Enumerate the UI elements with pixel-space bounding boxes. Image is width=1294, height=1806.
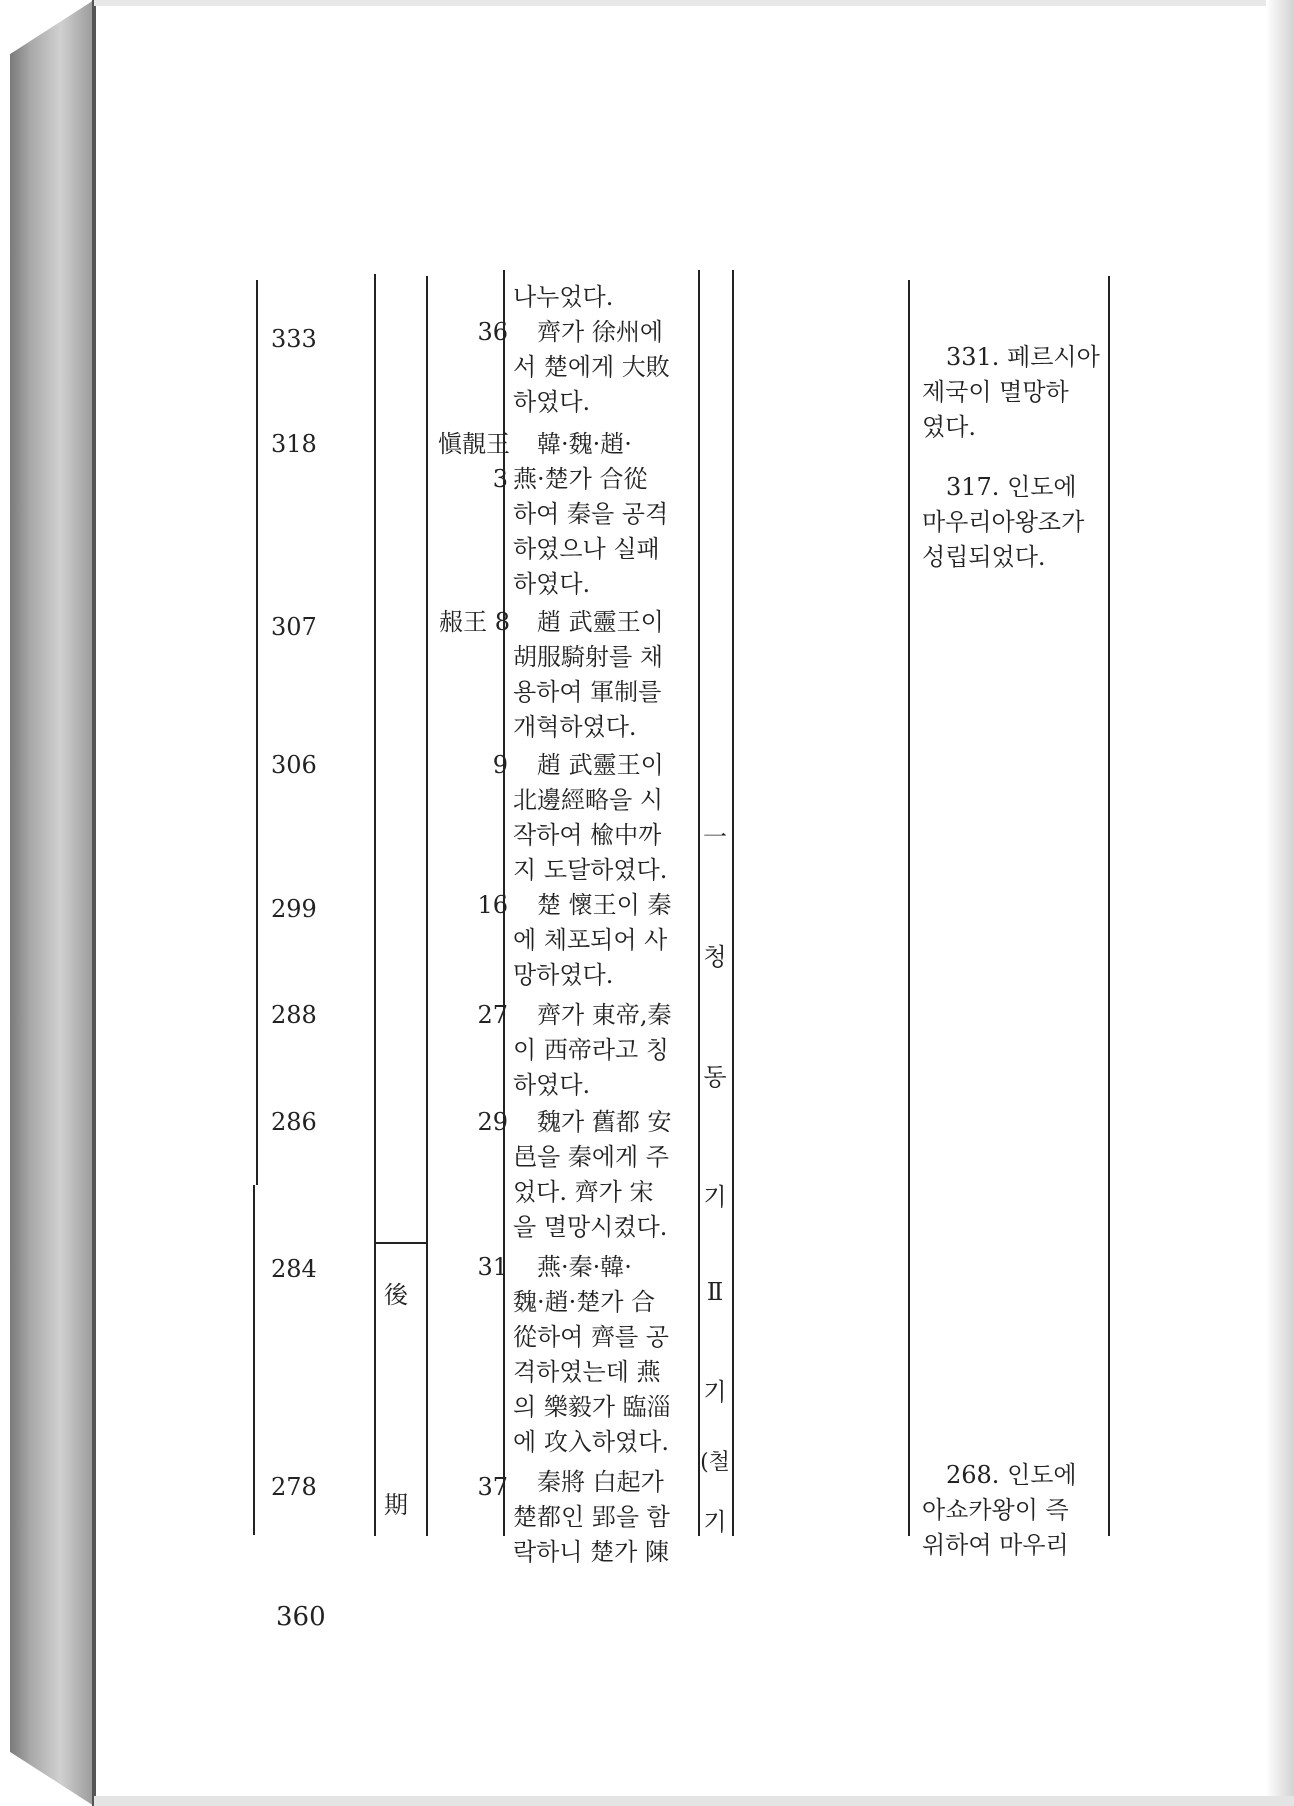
rule-col5 bbox=[698, 270, 700, 1536]
rule-period-divider bbox=[374, 1242, 426, 1244]
year: 306 bbox=[271, 751, 317, 779]
event-text: 나누었다. bbox=[513, 283, 614, 311]
page-right-shade bbox=[1266, 0, 1294, 1806]
page-bottom-edge bbox=[94, 1796, 1294, 1806]
world-event: 331. 페르시아 제국이 멸망하 였다. bbox=[922, 343, 1100, 441]
year: 318 bbox=[271, 430, 317, 458]
year: 278 bbox=[271, 1473, 317, 1501]
reign-year: 37 bbox=[477, 1473, 508, 1501]
year: 284 bbox=[271, 1255, 317, 1283]
reign-year: 16 bbox=[477, 891, 508, 919]
vertical-label-char: 一 bbox=[703, 823, 727, 851]
rule-left-lower bbox=[253, 1185, 255, 1535]
reign-year: 29 bbox=[477, 1108, 508, 1136]
book-edge bbox=[10, 0, 94, 1806]
book-spine-line bbox=[92, 0, 96, 1806]
event-text: 燕·秦·韓· 魏·趙·楚가 合 從하여 齊를 공 격하였는데 燕 의 樂毅가 臨淄 에 攻入하였다. bbox=[513, 1253, 671, 1456]
reign-name: 愼靚王 bbox=[438, 430, 510, 458]
vertical-label-char: 기 bbox=[703, 1183, 727, 1211]
year: 288 bbox=[271, 1001, 317, 1029]
rule-col6 bbox=[732, 270, 734, 1536]
event-text: 楚 懷王이 秦 에 체포되어 사 망하였다. bbox=[513, 891, 672, 989]
event-text: 趙 武靈王이 胡服騎射를 채 용하여 軍制를 개혁하였다. bbox=[513, 608, 664, 741]
rule-left-upper bbox=[256, 280, 258, 1185]
period-label-1: 後 bbox=[384, 1281, 408, 1309]
rule-col2 bbox=[374, 274, 376, 1536]
world-event: 268. 인도에 아쇼카왕이 즉 위하여 마우리 bbox=[922, 1461, 1077, 1559]
vertical-label-char: 기 bbox=[703, 1378, 727, 1406]
vertical-label-char: (철 bbox=[700, 1450, 730, 1475]
year: 333 bbox=[271, 325, 317, 353]
page-top-edge bbox=[94, 0, 1294, 6]
event-text: 趙 武靈王이 北邊經略을 시 작하여 楡中까 지 도달하였다. bbox=[513, 751, 668, 884]
event-text: 韓·魏·趙· 燕·楚가 合從 하여 秦을 공격 하였으나 실패 하였다. bbox=[513, 430, 669, 598]
event-text: 齊가 徐州에 서 楚에게 大敗 하였다. bbox=[513, 318, 670, 416]
reign-year: 36 bbox=[477, 318, 508, 346]
reign-year: 赧王 8 bbox=[439, 608, 510, 636]
rule-right bbox=[1108, 276, 1110, 1536]
reign-year: 31 bbox=[477, 1253, 508, 1281]
reign-year: 27 bbox=[477, 1001, 508, 1029]
year: 286 bbox=[271, 1108, 317, 1136]
rule-col7 bbox=[908, 280, 910, 1536]
period-label-2: 期 bbox=[384, 1491, 408, 1519]
reign-year: 9 bbox=[492, 751, 508, 779]
event-text: 齊가 東帝,秦 이 西帝라고 칭 하였다. bbox=[513, 1001, 672, 1099]
vertical-label-char: Ⅱ bbox=[706, 1278, 724, 1306]
vertical-label-char: 기 bbox=[703, 1508, 727, 1536]
year: 307 bbox=[271, 613, 317, 641]
year: 299 bbox=[271, 895, 317, 923]
world-event: 317. 인도에 마우리아왕조가 성립되었다. bbox=[922, 473, 1085, 571]
event-text: 秦將 白起가 楚都인 郢을 함 락하니 楚가 陳 bbox=[513, 1468, 670, 1566]
vertical-label-char: 동 bbox=[703, 1063, 727, 1091]
event-text: 魏가 舊都 安 邑을 秦에게 주 었다. 齊가 宋 을 멸망시켰다. bbox=[513, 1108, 672, 1241]
vertical-label-char: 청 bbox=[703, 943, 727, 971]
page-number: 360 bbox=[276, 1602, 326, 1632]
reign-year: 3 bbox=[492, 465, 508, 493]
